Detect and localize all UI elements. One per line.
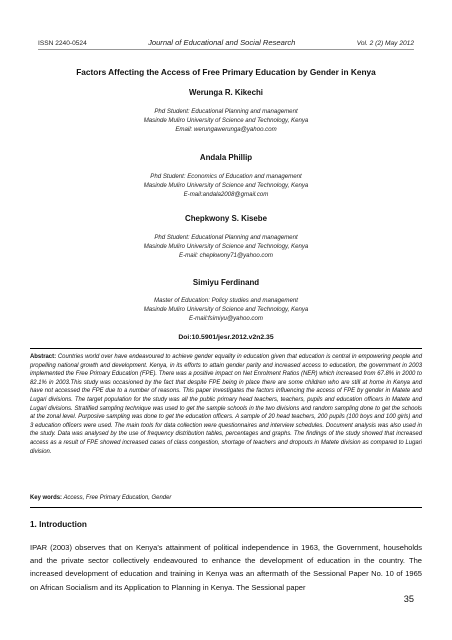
section-heading: 1. Introduction	[30, 520, 87, 529]
abstract-label: Abstract:	[30, 354, 57, 360]
header-rule	[38, 49, 414, 50]
journal-name: Journal of Educational and Social Research	[148, 38, 296, 47]
author-name: Chepkwony S. Kisebe	[185, 214, 267, 223]
affiliation-line: Masinde Muliro University of Science and Technology, Kenya	[143, 181, 309, 189]
affiliation-line: Master of Education: Policy studies and management	[154, 297, 298, 304]
affiliation-line: Phd Student: Educational Planning and management	[154, 108, 298, 115]
section-body: IPAR (2003) observes that on Kenya's attainment of political independence in 1963, the Government, households and the private sector collectively endeavoured to enhance the development of education in the country. The increased development of education and training in Kenya was an aftermath of the Sessional Paper No. 10 of 1965 on African Socialism and its Application to Planning in Kenya. The Sessional paper	[30, 543, 422, 592]
affiliation-line: E-mail: chepkwony71@yahoo.com	[179, 251, 273, 259]
affiliation-line: Masinde Muliro University of Science and Technology, Kenya	[143, 305, 309, 313]
author-name: Werunga R. Kikechi	[189, 88, 263, 97]
paper-title: Factors Affecting the Access of Free Primary Education by Gender in Kenya	[76, 67, 376, 77]
affiliation-line: Masinde Muliro University of Science and Technology, Kenya	[143, 242, 309, 250]
author-affiliation	[30, 108, 422, 134]
author-affiliation	[30, 173, 422, 199]
affiliation-line: E-mail:andala2008@gmail.com	[183, 190, 269, 198]
doi: Doi:10.5901/jesr.2012.v2n2.35	[178, 334, 274, 341]
affiliation-line: Masinde Muliro University of Science and Technology, Kenya	[143, 116, 309, 124]
running-header	[38, 38, 414, 47]
affiliation-line: E-mail:fsimiyu@yahoo.com	[189, 314, 263, 322]
author-name: Andala Phillip	[199, 153, 253, 162]
affiliation-line: Email: werungawerunga@yahoo.com	[175, 125, 277, 133]
abstract-top-rule	[30, 348, 422, 349]
volume-info: Vol. 2 (2) May 2012	[356, 40, 414, 47]
keywords	[30, 495, 422, 501]
keywords-text: Access, Free Primary Education, Gender	[63, 495, 172, 501]
issn: ISSN 2240-0524	[38, 40, 87, 47]
abstract	[30, 353, 422, 456]
author-affiliation	[30, 297, 422, 323]
abstract-bottom-rule	[30, 507, 422, 508]
affiliation-line: Phd Student: Economics of Education and management	[150, 173, 302, 180]
author-name: Simiyu Ferdinand	[192, 278, 260, 287]
abstract-text: Countries world over have endeavoured to achieve gender equality in education given that education is central in empowering people and propelling national growth and development. Kenya, in its efforts to attain gender parity and increased access to education, the government in 2003 implemented the Free Primary Education (FPE). There was a positive impact on Net Enrolment Ratios (NER) which increased from 67.8% in 2000 to 82.1% in 2003.This study was occasioned by the fact that despite FPE being in place there are some children who are still at home in Kenya and have not accessed the FPE due to a number of reasons. This paper investigates the factors influencing the access of FPE by gender in Matete and Lugari divisions. The target population for the study was all the public primary head teachers, teachers, pupils and education officers in Matete and Lugari divisions. Stratified sampling technique was used to get the sample schools in the two divisions and random sampling done to get the schools at the zonal level. Purposive sampling was done to get the education officers. A sample of 20 head teachers, 200 pupils (100 boys and 100 girls) and 3 education officers were used. The main tools for data collection were questionnaires and interview schedules. Document analysis was also used in the study. Data was analysed by the use of frequency distribution tables, percentages and graphs. The findings of the study showed that increased access as a result of FPE showed increased cases of class congestion, shortage of teachers and dropouts in Matete division as compared to Lugari division.	[30, 354, 422, 455]
page-number: 35	[403, 594, 414, 604]
author-affiliation	[30, 234, 422, 260]
affiliation-line: Phd Student: Educational Planning and management	[154, 234, 298, 241]
keywords-label: Key words:	[30, 495, 63, 501]
